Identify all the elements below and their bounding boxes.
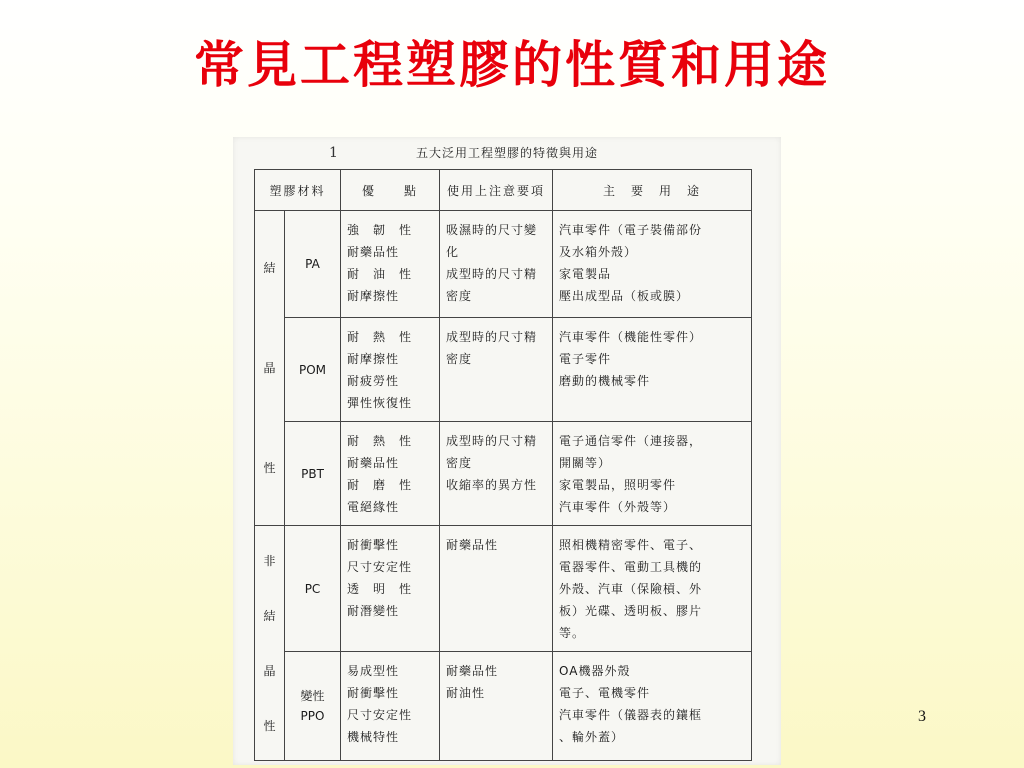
use-line: 等。 bbox=[559, 626, 586, 640]
advantage-line: 耐衝擊性 bbox=[347, 686, 400, 700]
notes-cell bbox=[440, 211, 553, 318]
note-line: 密度 bbox=[446, 289, 473, 303]
scan-mark: 1 bbox=[329, 145, 338, 161]
use-line: OA機器外殼 bbox=[559, 664, 631, 678]
header-advantages: 優 點 bbox=[341, 170, 440, 211]
use-line: 家電製品，照明零件 bbox=[559, 478, 677, 492]
advantages-cell bbox=[341, 652, 440, 761]
advantage-line: 耐摩擦性 bbox=[347, 352, 400, 366]
category-crystalline bbox=[255, 211, 285, 526]
uses-cell bbox=[553, 211, 752, 318]
use-line: 電子零件 bbox=[559, 352, 612, 366]
use-line: 照相機精密零件、電子、 bbox=[559, 538, 703, 552]
advantages-cell bbox=[341, 422, 440, 526]
uses-cell bbox=[553, 652, 752, 761]
material-name: PBT bbox=[285, 422, 341, 526]
use-line: 磨動的機械零件 bbox=[559, 374, 651, 388]
use-line: 外殼、汽車（保險槓、外 bbox=[559, 582, 703, 596]
material-name-line: 變性 bbox=[300, 689, 325, 703]
advantage-line: 尺寸安定性 bbox=[347, 560, 413, 574]
advantage-line: 耐 磨 性 bbox=[347, 478, 413, 492]
advantage-line: 電絕緣性 bbox=[347, 500, 400, 514]
header-notes: 使用上注意要項 bbox=[440, 170, 553, 211]
note-line: 成型時的尺寸精 bbox=[446, 330, 538, 344]
table-row bbox=[255, 652, 752, 761]
use-line: 汽車零件（外殼等） bbox=[559, 500, 677, 514]
material-name: POM bbox=[285, 318, 341, 422]
advantage-line: 透 明 性 bbox=[347, 582, 413, 596]
advantage-line: 耐藥品性 bbox=[347, 245, 400, 259]
use-line: 汽車零件（儀器表的鑲框 bbox=[559, 708, 703, 722]
advantages-cell bbox=[341, 526, 440, 652]
advantage-line: 耐 油 性 bbox=[347, 267, 413, 281]
table-row bbox=[255, 318, 752, 422]
use-line: 汽車零件（機能性零件） bbox=[559, 330, 703, 344]
table-row bbox=[255, 526, 752, 652]
material-name: PA bbox=[285, 211, 341, 318]
advantage-line: 彈性恢復性 bbox=[347, 396, 413, 410]
uses-cell bbox=[553, 318, 752, 422]
advantages-cell bbox=[341, 318, 440, 422]
table-header-row bbox=[255, 170, 752, 211]
material-name: PC bbox=[285, 526, 341, 652]
table-caption: 五大泛用工程塑膠的特徵與用途 bbox=[415, 146, 598, 160]
advantages-cell bbox=[341, 211, 440, 318]
category-amorphous bbox=[255, 526, 285, 761]
category-char: 結 bbox=[263, 261, 276, 275]
advantage-line: 耐 熱 性 bbox=[347, 330, 413, 344]
uses-cell bbox=[553, 526, 752, 652]
advantage-line: 尺寸安定性 bbox=[347, 708, 413, 722]
slide-title: 常見工程塑膠的性質和用途 bbox=[194, 35, 830, 94]
use-line: 汽車零件（電子裝備部份 bbox=[559, 223, 703, 237]
note-line: 密度 bbox=[446, 352, 473, 366]
note-line: 化 bbox=[446, 245, 460, 259]
advantage-line: 強 韌 性 bbox=[347, 223, 413, 237]
advantage-line: 耐藥品性 bbox=[347, 456, 400, 470]
note-line: 收縮率的異方性 bbox=[446, 478, 538, 492]
notes-cell bbox=[440, 422, 553, 526]
use-line: 開關等） bbox=[559, 456, 612, 470]
table-row bbox=[255, 422, 752, 526]
notes-cell bbox=[440, 526, 553, 652]
use-line: 電子通信零件（連接器， bbox=[559, 434, 703, 448]
header-material: 塑膠材料 bbox=[255, 170, 341, 211]
uses-cell bbox=[553, 422, 752, 526]
notes-cell bbox=[440, 318, 553, 422]
category-char: 性 bbox=[263, 718, 276, 733]
page-number: 3 bbox=[918, 708, 926, 725]
advantage-line: 耐潛變性 bbox=[347, 604, 400, 618]
use-line: 、輪外蓋） bbox=[559, 730, 625, 744]
note-line: 耐藥品性 bbox=[446, 538, 499, 552]
category-char: 晶 bbox=[263, 361, 276, 375]
use-line: 家電製品 bbox=[559, 267, 612, 281]
advantage-line: 耐疲勞性 bbox=[347, 374, 400, 388]
category-char: 非 bbox=[263, 553, 276, 568]
material-name bbox=[285, 652, 341, 761]
note-line: 耐藥品性 bbox=[446, 664, 499, 678]
properties-table bbox=[254, 169, 752, 761]
note-line: 耐油性 bbox=[446, 686, 486, 700]
category-char: 晶 bbox=[263, 663, 276, 678]
advantage-line: 耐摩擦性 bbox=[347, 289, 400, 303]
notes-cell bbox=[440, 652, 553, 761]
category-char: 性 bbox=[263, 461, 276, 475]
use-line: 壓出成型品（板或膜） bbox=[559, 289, 690, 303]
use-line: 電子、電機零件 bbox=[559, 686, 651, 700]
advantage-line: 耐衝擊性 bbox=[347, 538, 400, 552]
scanned-table-image bbox=[233, 137, 781, 765]
use-line: 板）光碟、透明板、膠片 bbox=[559, 604, 703, 618]
note-line: 成型時的尺寸精 bbox=[446, 267, 538, 281]
note-line: 吸濕時的尺寸變 bbox=[446, 223, 538, 237]
use-line: 電器零件、電動工具機的 bbox=[559, 560, 703, 574]
advantage-line: 耐 熱 性 bbox=[347, 434, 413, 448]
advantage-line: 易成型性 bbox=[347, 664, 400, 678]
advantage-line: 機械特性 bbox=[347, 730, 400, 744]
note-line: 成型時的尺寸精 bbox=[446, 434, 538, 448]
category-char: 結 bbox=[263, 608, 276, 623]
table-row bbox=[255, 211, 752, 318]
material-name-line: PPO bbox=[300, 709, 325, 723]
note-line: 密度 bbox=[446, 456, 473, 470]
header-uses: 主 要 用 途 bbox=[553, 170, 752, 211]
use-line: 及水箱外殼） bbox=[559, 245, 638, 259]
